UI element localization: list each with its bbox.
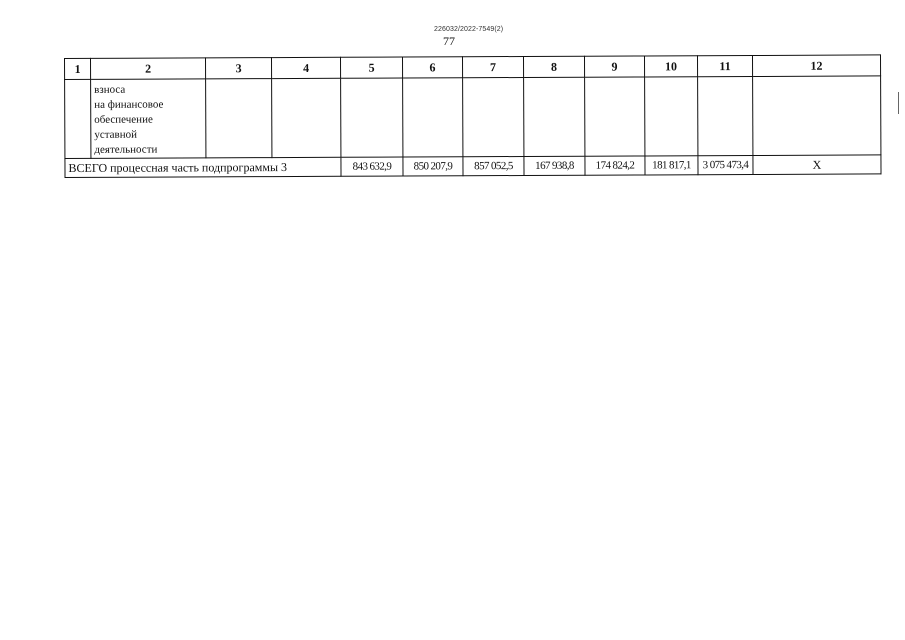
total-value: 850 207,9 <box>403 157 463 176</box>
column-header: 12 <box>752 55 880 77</box>
budget-table <box>64 54 882 178</box>
row-description: взноса на финансовое обеспечение уставной деятельности <box>91 79 206 159</box>
total-value: 181 817,1 <box>645 156 698 175</box>
total-label: ВСЕГО процессная часть подпрограммы 3 <box>65 157 341 177</box>
column-header: 1 <box>65 58 91 79</box>
column-header: 10 <box>644 56 697 77</box>
document-registration-number: 226032/2022-7549(2) <box>434 26 504 33</box>
column-header: 7 <box>462 56 523 77</box>
total-value: 857 052,5 <box>463 156 524 175</box>
table-cell <box>403 78 463 157</box>
page-number: 77 <box>443 34 455 48</box>
total-last-cell: X <box>753 155 881 175</box>
column-header: 4 <box>272 57 341 78</box>
table-row <box>65 76 881 159</box>
column-header: 3 <box>206 58 272 79</box>
table-cell <box>341 78 403 157</box>
column-header: 11 <box>697 55 752 76</box>
column-header: 6 <box>402 57 462 78</box>
table-cell <box>753 76 881 156</box>
total-value: 3 075 473,4 <box>698 155 753 174</box>
table-cell <box>463 77 524 156</box>
column-header: 8 <box>523 56 584 77</box>
table-cell <box>698 76 753 155</box>
total-value: 167 938,8 <box>524 156 585 175</box>
table-cell <box>272 78 341 157</box>
table-cell <box>65 79 91 158</box>
column-header: 9 <box>584 56 644 77</box>
scan-edge-mark <box>898 92 899 114</box>
table-cell <box>524 77 585 156</box>
column-header: 5 <box>340 57 402 78</box>
table-cell <box>206 79 272 158</box>
table-cell <box>585 77 645 156</box>
total-row <box>65 155 881 178</box>
column-header: 2 <box>91 58 206 80</box>
table-cell <box>645 77 698 156</box>
total-value: 843 632,9 <box>341 157 403 176</box>
total-value: 174 824,2 <box>585 156 645 175</box>
